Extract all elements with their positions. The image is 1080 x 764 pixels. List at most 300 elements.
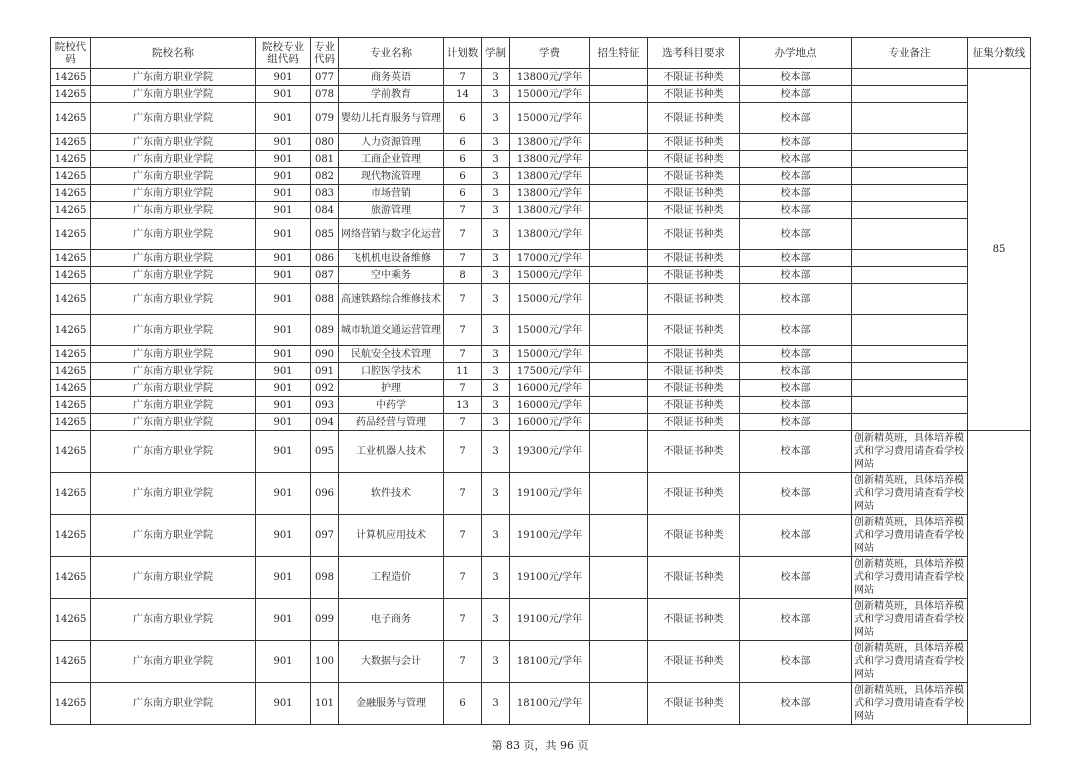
major-name-cell: 高速铁路综合维修技术 bbox=[339, 284, 444, 315]
years-cell: 3 bbox=[482, 363, 510, 380]
table-row bbox=[51, 250, 1031, 267]
feature-cell bbox=[590, 346, 648, 363]
school-code-cell: 14265 bbox=[51, 473, 91, 515]
feature-cell bbox=[590, 134, 648, 151]
tuition-cell: 13800元/学年 bbox=[510, 168, 590, 185]
years-cell: 3 bbox=[482, 219, 510, 250]
group-code-cell: 901 bbox=[256, 151, 311, 168]
school-code-cell: 14265 bbox=[51, 250, 91, 267]
header-school-code: 院校代码 bbox=[51, 38, 91, 69]
school-code-cell: 14265 bbox=[51, 363, 91, 380]
location-cell: 校本部 bbox=[740, 315, 852, 346]
major-name-cell: 工业机器人技术 bbox=[339, 431, 444, 473]
table-row bbox=[51, 103, 1031, 134]
table-row bbox=[51, 185, 1031, 202]
tuition-cell: 15000元/学年 bbox=[510, 284, 590, 315]
school-name-cell: 广东南方职业学院 bbox=[91, 284, 256, 315]
school-name-cell: 广东南方职业学院 bbox=[91, 363, 256, 380]
feature-cell bbox=[590, 315, 648, 346]
feature-cell bbox=[590, 473, 648, 515]
header-subject-req: 选考科目要求 bbox=[648, 38, 740, 69]
group-code-cell: 901 bbox=[256, 683, 311, 725]
score-line-cell-empty bbox=[968, 431, 1031, 725]
location-cell: 校本部 bbox=[740, 515, 852, 557]
group-code-cell: 901 bbox=[256, 134, 311, 151]
plan-count-cell: 7 bbox=[444, 431, 482, 473]
years-cell: 3 bbox=[482, 397, 510, 414]
feature-cell bbox=[590, 86, 648, 103]
feature-cell bbox=[590, 431, 648, 473]
major-name-cell: 人力资源管理 bbox=[339, 134, 444, 151]
major-name-cell: 旅游管理 bbox=[339, 202, 444, 219]
school-name-cell: 广东南方职业学院 bbox=[91, 515, 256, 557]
location-cell: 校本部 bbox=[740, 473, 852, 515]
feature-cell bbox=[590, 151, 648, 168]
school-code-cell: 14265 bbox=[51, 683, 91, 725]
tuition-cell: 13800元/学年 bbox=[510, 69, 590, 86]
feature-cell bbox=[590, 219, 648, 250]
subject-req-cell: 不限证书种类 bbox=[648, 103, 740, 134]
header-group-code: 院校专业组代码 bbox=[256, 38, 311, 69]
major-code-cell: 096 bbox=[311, 473, 339, 515]
location-cell: 校本部 bbox=[740, 284, 852, 315]
major-code-cell: 091 bbox=[311, 363, 339, 380]
school-code-cell: 14265 bbox=[51, 267, 91, 284]
years-cell: 3 bbox=[482, 250, 510, 267]
feature-cell bbox=[590, 363, 648, 380]
school-code-cell: 14265 bbox=[51, 103, 91, 134]
plan-count-cell: 6 bbox=[444, 168, 482, 185]
major-name-cell: 现代物流管理 bbox=[339, 168, 444, 185]
plan-count-cell: 7 bbox=[444, 315, 482, 346]
major-code-cell: 085 bbox=[311, 219, 339, 250]
location-cell: 校本部 bbox=[740, 414, 852, 431]
major-code-cell: 097 bbox=[311, 515, 339, 557]
remarks-cell bbox=[852, 380, 968, 397]
location-cell: 校本部 bbox=[740, 151, 852, 168]
school-code-cell: 14265 bbox=[51, 414, 91, 431]
location-cell: 校本部 bbox=[740, 641, 852, 683]
subject-req-cell: 不限证书种类 bbox=[648, 151, 740, 168]
school-name-cell: 广东南方职业学院 bbox=[91, 431, 256, 473]
table-row bbox=[51, 557, 1031, 599]
major-code-cell: 086 bbox=[311, 250, 339, 267]
remarks-cell bbox=[852, 346, 968, 363]
school-name-cell: 广东南方职业学院 bbox=[91, 414, 256, 431]
subject-req-cell: 不限证书种类 bbox=[648, 315, 740, 346]
feature-cell bbox=[590, 250, 648, 267]
group-code-cell: 901 bbox=[256, 363, 311, 380]
years-cell: 3 bbox=[482, 284, 510, 315]
subject-req-cell: 不限证书种类 bbox=[648, 473, 740, 515]
tuition-cell: 15000元/学年 bbox=[510, 86, 590, 103]
plan-count-cell: 7 bbox=[444, 284, 482, 315]
tuition-cell: 19100元/学年 bbox=[510, 599, 590, 641]
tuition-cell: 18100元/学年 bbox=[510, 641, 590, 683]
school-code-cell: 14265 bbox=[51, 151, 91, 168]
school-code-cell: 14265 bbox=[51, 69, 91, 86]
subject-req-cell: 不限证书种类 bbox=[648, 86, 740, 103]
subject-req-cell: 不限证书种类 bbox=[648, 267, 740, 284]
group-code-cell: 901 bbox=[256, 86, 311, 103]
table-row bbox=[51, 134, 1031, 151]
table-row bbox=[51, 397, 1031, 414]
plan-count-cell: 8 bbox=[444, 267, 482, 284]
table-row bbox=[51, 315, 1031, 346]
school-name-cell: 广东南方职业学院 bbox=[91, 86, 256, 103]
group-code-cell: 901 bbox=[256, 414, 311, 431]
tuition-cell: 13800元/学年 bbox=[510, 219, 590, 250]
school-name-cell: 广东南方职业学院 bbox=[91, 151, 256, 168]
group-code-cell: 901 bbox=[256, 473, 311, 515]
plan-count-cell: 13 bbox=[444, 397, 482, 414]
major-code-cell: 083 bbox=[311, 185, 339, 202]
school-code-cell: 14265 bbox=[51, 380, 91, 397]
table-row bbox=[51, 599, 1031, 641]
table-row bbox=[51, 69, 1031, 86]
years-cell: 3 bbox=[482, 86, 510, 103]
major-name-cell: 飞机机电设备维修 bbox=[339, 250, 444, 267]
admission-plan-sheet bbox=[50, 37, 1030, 725]
major-name-cell: 中药学 bbox=[339, 397, 444, 414]
remarks-cell bbox=[852, 397, 968, 414]
years-cell: 3 bbox=[482, 103, 510, 134]
tuition-cell: 16000元/学年 bbox=[510, 397, 590, 414]
subject-req-cell: 不限证书种类 bbox=[648, 641, 740, 683]
school-code-cell: 14265 bbox=[51, 641, 91, 683]
tuition-cell: 17000元/学年 bbox=[510, 250, 590, 267]
header-plan-count: 计划数 bbox=[444, 38, 482, 69]
remarks-cell bbox=[852, 86, 968, 103]
subject-req-cell: 不限证书种类 bbox=[648, 284, 740, 315]
school-name-cell: 广东南方职业学院 bbox=[91, 599, 256, 641]
feature-cell bbox=[590, 515, 648, 557]
school-name-cell: 广东南方职业学院 bbox=[91, 202, 256, 219]
school-code-cell: 14265 bbox=[51, 431, 91, 473]
school-code-cell: 14265 bbox=[51, 168, 91, 185]
major-name-cell: 口腔医学技术 bbox=[339, 363, 444, 380]
admission-plan-table bbox=[50, 37, 1031, 725]
remarks-cell bbox=[852, 315, 968, 346]
years-cell: 3 bbox=[482, 69, 510, 86]
school-name-cell: 广东南方职业学院 bbox=[91, 168, 256, 185]
plan-count-cell: 7 bbox=[444, 557, 482, 599]
group-code-cell: 901 bbox=[256, 219, 311, 250]
years-cell: 3 bbox=[482, 151, 510, 168]
location-cell: 校本部 bbox=[740, 168, 852, 185]
table-header-row bbox=[51, 38, 1031, 69]
major-name-cell: 大数据与会计 bbox=[339, 641, 444, 683]
tuition-cell: 19300元/学年 bbox=[510, 431, 590, 473]
years-cell: 3 bbox=[482, 168, 510, 185]
school-name-cell: 广东南方职业学院 bbox=[91, 557, 256, 599]
school-name-cell: 广东南方职业学院 bbox=[91, 473, 256, 515]
header-years: 学制 bbox=[482, 38, 510, 69]
major-name-cell: 空中乘务 bbox=[339, 267, 444, 284]
major-code-cell: 099 bbox=[311, 599, 339, 641]
group-code-cell: 901 bbox=[256, 641, 311, 683]
school-code-cell: 14265 bbox=[51, 515, 91, 557]
header-score-line: 征集分数线 bbox=[968, 38, 1031, 69]
plan-count-cell: 6 bbox=[444, 683, 482, 725]
school-code-cell: 14265 bbox=[51, 599, 91, 641]
table-row bbox=[51, 683, 1031, 725]
years-cell: 3 bbox=[482, 185, 510, 202]
major-code-cell: 093 bbox=[311, 397, 339, 414]
major-code-cell: 082 bbox=[311, 168, 339, 185]
group-code-cell: 901 bbox=[256, 346, 311, 363]
remarks-cell bbox=[852, 103, 968, 134]
location-cell: 校本部 bbox=[740, 599, 852, 641]
group-code-cell: 901 bbox=[256, 202, 311, 219]
school-name-cell: 广东南方职业学院 bbox=[91, 683, 256, 725]
major-code-cell: 088 bbox=[311, 284, 339, 315]
plan-count-cell: 7 bbox=[444, 346, 482, 363]
feature-cell bbox=[590, 103, 648, 134]
major-name-cell: 婴幼儿托育服务与管理 bbox=[339, 103, 444, 134]
feature-cell bbox=[590, 683, 648, 725]
table-row bbox=[51, 641, 1031, 683]
school-name-cell: 广东南方职业学院 bbox=[91, 380, 256, 397]
plan-count-cell: 6 bbox=[444, 103, 482, 134]
feature-cell bbox=[590, 641, 648, 683]
tuition-cell: 19100元/学年 bbox=[510, 557, 590, 599]
subject-req-cell: 不限证书种类 bbox=[648, 69, 740, 86]
feature-cell bbox=[590, 557, 648, 599]
years-cell: 3 bbox=[482, 267, 510, 284]
school-code-cell: 14265 bbox=[51, 219, 91, 250]
subject-req-cell: 不限证书种类 bbox=[648, 599, 740, 641]
years-cell: 3 bbox=[482, 202, 510, 219]
group-code-cell: 901 bbox=[256, 397, 311, 414]
tuition-cell: 15000元/学年 bbox=[510, 346, 590, 363]
major-name-cell: 软件技术 bbox=[339, 473, 444, 515]
table-row bbox=[51, 86, 1031, 103]
table-row bbox=[51, 431, 1031, 473]
group-code-cell: 901 bbox=[256, 250, 311, 267]
years-cell: 3 bbox=[482, 683, 510, 725]
remarks-cell: 创新精英班，具体培养模式和学习费用请查看学校网站 bbox=[852, 557, 968, 599]
table-row bbox=[51, 284, 1031, 315]
major-code-cell: 094 bbox=[311, 414, 339, 431]
plan-count-cell: 14 bbox=[444, 86, 482, 103]
major-name-cell: 学前教育 bbox=[339, 86, 444, 103]
school-name-cell: 广东南方职业学院 bbox=[91, 250, 256, 267]
tuition-cell: 19100元/学年 bbox=[510, 515, 590, 557]
remarks-cell: 创新精英班，具体培养模式和学习费用请查看学校网站 bbox=[852, 473, 968, 515]
tuition-cell: 16000元/学年 bbox=[510, 380, 590, 397]
remarks-cell bbox=[852, 202, 968, 219]
plan-count-cell: 7 bbox=[444, 380, 482, 397]
plan-count-cell: 7 bbox=[444, 250, 482, 267]
location-cell: 校本部 bbox=[740, 86, 852, 103]
remarks-cell bbox=[852, 185, 968, 202]
location-cell: 校本部 bbox=[740, 134, 852, 151]
years-cell: 3 bbox=[482, 599, 510, 641]
school-name-cell: 广东南方职业学院 bbox=[91, 397, 256, 414]
table-row bbox=[51, 202, 1031, 219]
subject-req-cell: 不限证书种类 bbox=[648, 414, 740, 431]
location-cell: 校本部 bbox=[740, 397, 852, 414]
table-row bbox=[51, 151, 1031, 168]
group-code-cell: 901 bbox=[256, 557, 311, 599]
years-cell: 3 bbox=[482, 557, 510, 599]
major-code-cell: 090 bbox=[311, 346, 339, 363]
subject-req-cell: 不限证书种类 bbox=[648, 250, 740, 267]
school-name-cell: 广东南方职业学院 bbox=[91, 134, 256, 151]
school-code-cell: 14265 bbox=[51, 134, 91, 151]
major-code-cell: 087 bbox=[311, 267, 339, 284]
table-row bbox=[51, 414, 1031, 431]
location-cell: 校本部 bbox=[740, 346, 852, 363]
group-code-cell: 901 bbox=[256, 168, 311, 185]
table-body bbox=[51, 69, 1031, 725]
group-code-cell: 901 bbox=[256, 315, 311, 346]
location-cell: 校本部 bbox=[740, 431, 852, 473]
major-name-cell: 城市轨道交通运营管理 bbox=[339, 315, 444, 346]
major-name-cell: 民航安全技术管理 bbox=[339, 346, 444, 363]
feature-cell bbox=[590, 380, 648, 397]
remarks-cell bbox=[852, 151, 968, 168]
major-name-cell: 商务英语 bbox=[339, 69, 444, 86]
years-cell: 3 bbox=[482, 431, 510, 473]
major-code-cell: 084 bbox=[311, 202, 339, 219]
major-code-cell: 080 bbox=[311, 134, 339, 151]
plan-count-cell: 7 bbox=[444, 599, 482, 641]
remarks-cell: 创新精英班，具体培养模式和学习费用请查看学校网站 bbox=[852, 431, 968, 473]
remarks-cell bbox=[852, 250, 968, 267]
feature-cell bbox=[590, 202, 648, 219]
plan-count-cell: 7 bbox=[444, 515, 482, 557]
school-name-cell: 广东南方职业学院 bbox=[91, 641, 256, 683]
major-name-cell: 市场营销 bbox=[339, 185, 444, 202]
header-remarks: 专业备注 bbox=[852, 38, 968, 69]
school-name-cell: 广东南方职业学院 bbox=[91, 346, 256, 363]
years-cell: 3 bbox=[482, 473, 510, 515]
school-code-cell: 14265 bbox=[51, 284, 91, 315]
major-name-cell: 护理 bbox=[339, 380, 444, 397]
remarks-cell bbox=[852, 363, 968, 380]
group-code-cell: 901 bbox=[256, 185, 311, 202]
feature-cell bbox=[590, 397, 648, 414]
location-cell: 校本部 bbox=[740, 219, 852, 250]
major-code-cell: 100 bbox=[311, 641, 339, 683]
school-name-cell: 广东南方职业学院 bbox=[91, 219, 256, 250]
tuition-cell: 18100元/学年 bbox=[510, 683, 590, 725]
major-name-cell: 工程造价 bbox=[339, 557, 444, 599]
subject-req-cell: 不限证书种类 bbox=[648, 363, 740, 380]
school-code-cell: 14265 bbox=[51, 346, 91, 363]
feature-cell bbox=[590, 414, 648, 431]
school-code-cell: 14265 bbox=[51, 557, 91, 599]
school-code-cell: 14265 bbox=[51, 315, 91, 346]
subject-req-cell: 不限证书种类 bbox=[648, 346, 740, 363]
tuition-cell: 15000元/学年 bbox=[510, 267, 590, 284]
years-cell: 3 bbox=[482, 346, 510, 363]
remarks-cell bbox=[852, 267, 968, 284]
feature-cell bbox=[590, 599, 648, 641]
location-cell: 校本部 bbox=[740, 683, 852, 725]
page-footer: 第 83 页，共 96 页 bbox=[491, 739, 589, 752]
remarks-cell bbox=[852, 69, 968, 86]
location-cell: 校本部 bbox=[740, 69, 852, 86]
table-row bbox=[51, 380, 1031, 397]
location-cell: 校本部 bbox=[740, 250, 852, 267]
major-code-cell: 081 bbox=[311, 151, 339, 168]
tuition-cell: 15000元/学年 bbox=[510, 103, 590, 134]
years-cell: 3 bbox=[482, 134, 510, 151]
major-code-cell: 092 bbox=[311, 380, 339, 397]
plan-count-cell: 7 bbox=[444, 202, 482, 219]
location-cell: 校本部 bbox=[740, 185, 852, 202]
major-code-cell: 077 bbox=[311, 69, 339, 86]
subject-req-cell: 不限证书种类 bbox=[648, 185, 740, 202]
table-row bbox=[51, 363, 1031, 380]
header-major-name: 专业名称 bbox=[339, 38, 444, 69]
feature-cell bbox=[590, 69, 648, 86]
subject-req-cell: 不限证书种类 bbox=[648, 219, 740, 250]
major-name-cell: 药品经营与管理 bbox=[339, 414, 444, 431]
group-code-cell: 901 bbox=[256, 515, 311, 557]
plan-count-cell: 6 bbox=[444, 151, 482, 168]
tuition-cell: 17500元/学年 bbox=[510, 363, 590, 380]
remarks-cell: 创新精英班，具体培养模式和学习费用请查看学校网站 bbox=[852, 641, 968, 683]
plan-count-cell: 7 bbox=[444, 641, 482, 683]
school-code-cell: 14265 bbox=[51, 397, 91, 414]
years-cell: 3 bbox=[482, 315, 510, 346]
major-name-cell: 金融服务与管理 bbox=[339, 683, 444, 725]
group-code-cell: 901 bbox=[256, 431, 311, 473]
tuition-cell: 16000元/学年 bbox=[510, 414, 590, 431]
location-cell: 校本部 bbox=[740, 557, 852, 599]
group-code-cell: 901 bbox=[256, 599, 311, 641]
tuition-cell: 15000元/学年 bbox=[510, 315, 590, 346]
subject-req-cell: 不限证书种类 bbox=[648, 397, 740, 414]
subject-req-cell: 不限证书种类 bbox=[648, 557, 740, 599]
location-cell: 校本部 bbox=[740, 363, 852, 380]
location-cell: 校本部 bbox=[740, 267, 852, 284]
subject-req-cell: 不限证书种类 bbox=[648, 515, 740, 557]
feature-cell bbox=[590, 168, 648, 185]
remarks-cell: 创新精英班，具体培养模式和学习费用请查看学校网站 bbox=[852, 599, 968, 641]
school-code-cell: 14265 bbox=[51, 202, 91, 219]
school-name-cell: 广东南方职业学院 bbox=[91, 185, 256, 202]
plan-count-cell: 7 bbox=[444, 219, 482, 250]
group-code-cell: 901 bbox=[256, 380, 311, 397]
subject-req-cell: 不限证书种类 bbox=[648, 380, 740, 397]
school-name-cell: 广东南方职业学院 bbox=[91, 103, 256, 134]
years-cell: 3 bbox=[482, 380, 510, 397]
major-code-cell: 095 bbox=[311, 431, 339, 473]
school-code-cell: 14265 bbox=[51, 185, 91, 202]
header-tuition: 学费 bbox=[510, 38, 590, 69]
major-name-cell: 计算机应用技术 bbox=[339, 515, 444, 557]
major-name-cell: 电子商务 bbox=[339, 599, 444, 641]
subject-req-cell: 不限证书种类 bbox=[648, 431, 740, 473]
major-name-cell: 工商企业管理 bbox=[339, 151, 444, 168]
header-school-name: 院校名称 bbox=[91, 38, 256, 69]
remarks-cell bbox=[852, 134, 968, 151]
plan-count-cell: 11 bbox=[444, 363, 482, 380]
major-code-cell: 089 bbox=[311, 315, 339, 346]
group-code-cell: 901 bbox=[256, 284, 311, 315]
major-code-cell: 079 bbox=[311, 103, 339, 134]
score-line-cell: 85 bbox=[968, 69, 1031, 431]
major-name-cell: 网络营销与数字化运营 bbox=[339, 219, 444, 250]
major-code-cell: 078 bbox=[311, 86, 339, 103]
remarks-cell: 创新精英班，具体培养模式和学习费用请查看学校网站 bbox=[852, 683, 968, 725]
tuition-cell: 13800元/学年 bbox=[510, 151, 590, 168]
